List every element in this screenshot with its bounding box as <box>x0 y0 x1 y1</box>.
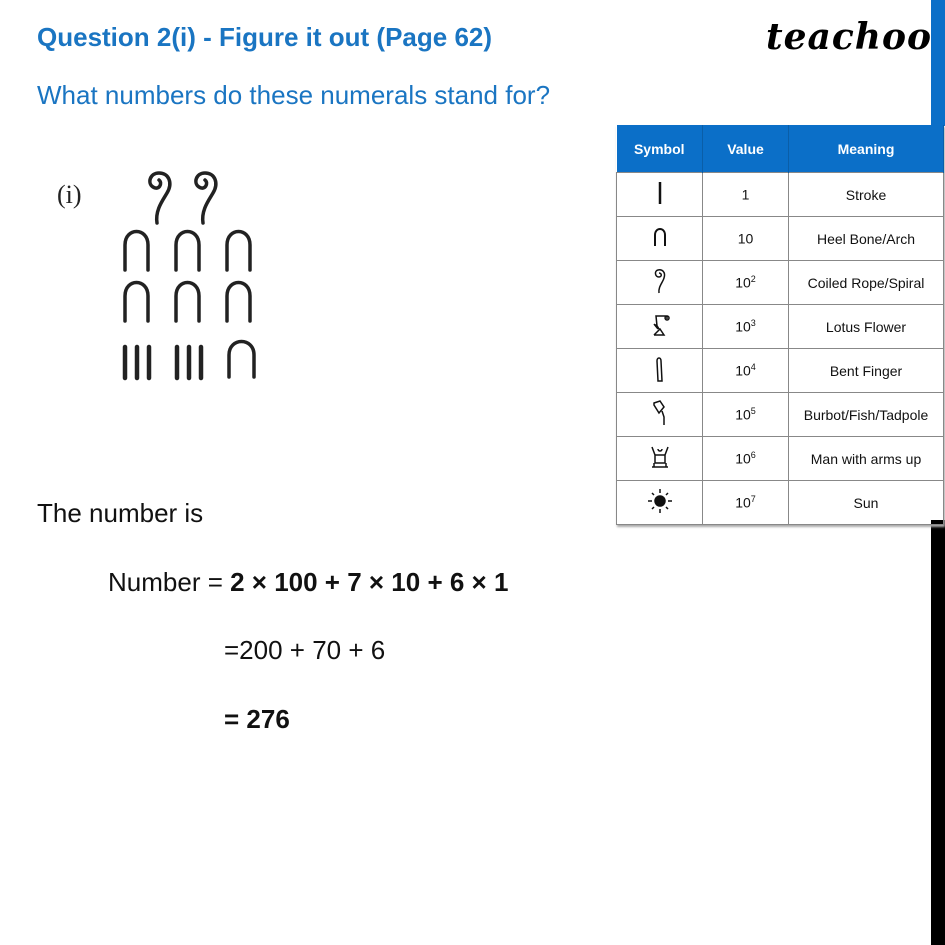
meaning-cell: Bent Finger <box>789 349 944 393</box>
value-cell <box>703 437 789 481</box>
heel-bone-icon <box>227 283 250 322</box>
symbol-cell <box>617 349 703 393</box>
meaning-cell: Sun <box>789 481 944 525</box>
equation-expression: 2 × 100 + 7 × 10 + 6 × 1 <box>230 567 509 597</box>
meaning-cell: Stroke <box>789 173 944 217</box>
table-row <box>617 305 944 349</box>
column-header: Value <box>703 125 789 173</box>
table-header-row <box>617 125 944 173</box>
side-dark-bar <box>931 520 945 945</box>
value-base: 10 <box>735 494 751 511</box>
value-exponent: 2 <box>750 274 756 285</box>
table-row <box>617 217 944 261</box>
symbol-table <box>616 125 944 525</box>
equation-line-2: =200 + 70 + 6 <box>224 635 386 665</box>
man-arms-up-icon <box>645 442 675 472</box>
value-cell <box>703 349 789 393</box>
column-header: Symbol <box>617 125 703 173</box>
symbol-cell <box>617 217 703 261</box>
value-cell <box>703 481 789 525</box>
part-label: (i) <box>57 180 82 209</box>
meaning-cell: Burbot/Fish/Tadpole <box>789 393 944 437</box>
coiled-rope-icon <box>196 173 216 223</box>
symbol-cell <box>617 437 703 481</box>
solution-intro: The number is <box>37 498 204 528</box>
symbol-cell <box>617 481 703 525</box>
symbol-cell <box>617 305 703 349</box>
table-row <box>617 261 944 305</box>
equation-prefix: Number = <box>108 567 231 597</box>
sun-icon <box>645 486 675 516</box>
meaning-cell: Heel Bone/Arch <box>789 217 944 261</box>
value-cell <box>703 261 789 305</box>
tadpole-icon <box>645 398 675 428</box>
symbol-cell <box>617 393 703 437</box>
value-exponent: 4 <box>750 362 756 373</box>
table-row <box>617 393 944 437</box>
value-base: 10 <box>735 362 751 379</box>
question-text: What numbers do these numerals stand for? <box>37 80 551 110</box>
meaning-cell: Man with arms up <box>789 437 944 481</box>
lotus-flower-icon <box>645 310 675 340</box>
stroke-icon <box>125 347 201 378</box>
value-base: 10 <box>735 318 751 335</box>
coiled-rope-icon <box>150 173 170 223</box>
meaning-cell: Coiled Rope/Spiral <box>789 261 944 305</box>
side-accent-bar <box>931 0 945 126</box>
symbol-cell <box>617 261 703 305</box>
value-base: 10 <box>735 274 751 291</box>
stroke-icon <box>645 178 675 208</box>
column-header: Meaning <box>789 125 944 173</box>
value-base: 1 <box>741 186 750 203</box>
heel-bone-icon <box>176 283 199 322</box>
value-base: 10 <box>737 230 754 247</box>
value-exponent: 7 <box>750 494 756 505</box>
teachoo-logo: teachoo <box>766 16 932 58</box>
heel-bone-icon <box>125 283 148 322</box>
table-row <box>617 481 944 525</box>
egyptian-numeral-figure <box>115 165 275 385</box>
value-exponent: 5 <box>750 406 756 417</box>
bent-finger-icon <box>645 354 675 384</box>
heel-bone-icon <box>125 232 148 271</box>
heel-bone-icon <box>645 222 675 252</box>
value-exponent: 6 <box>750 450 756 461</box>
value-cell <box>703 305 789 349</box>
heel-bone-icon <box>227 232 250 271</box>
coiled-rope-icon <box>645 266 675 296</box>
meaning-cell: Lotus Flower <box>789 305 944 349</box>
table-row <box>617 173 944 217</box>
equation-line-1 <box>108 567 508 598</box>
table-row <box>617 349 944 393</box>
equation-result: = 276 <box>224 704 290 734</box>
heel-bone-icon <box>176 232 199 271</box>
value-exponent: 3 <box>750 318 756 329</box>
value-base: 10 <box>735 450 751 467</box>
page-title: Question 2(i) - Figure it out (Page 62) <box>37 22 493 52</box>
value-cell <box>703 173 789 217</box>
value-cell <box>703 217 789 261</box>
table-row <box>617 437 944 481</box>
heel-bone-icon <box>229 342 254 378</box>
value-cell <box>703 393 789 437</box>
value-base: 10 <box>735 406 751 423</box>
symbol-cell <box>617 173 703 217</box>
